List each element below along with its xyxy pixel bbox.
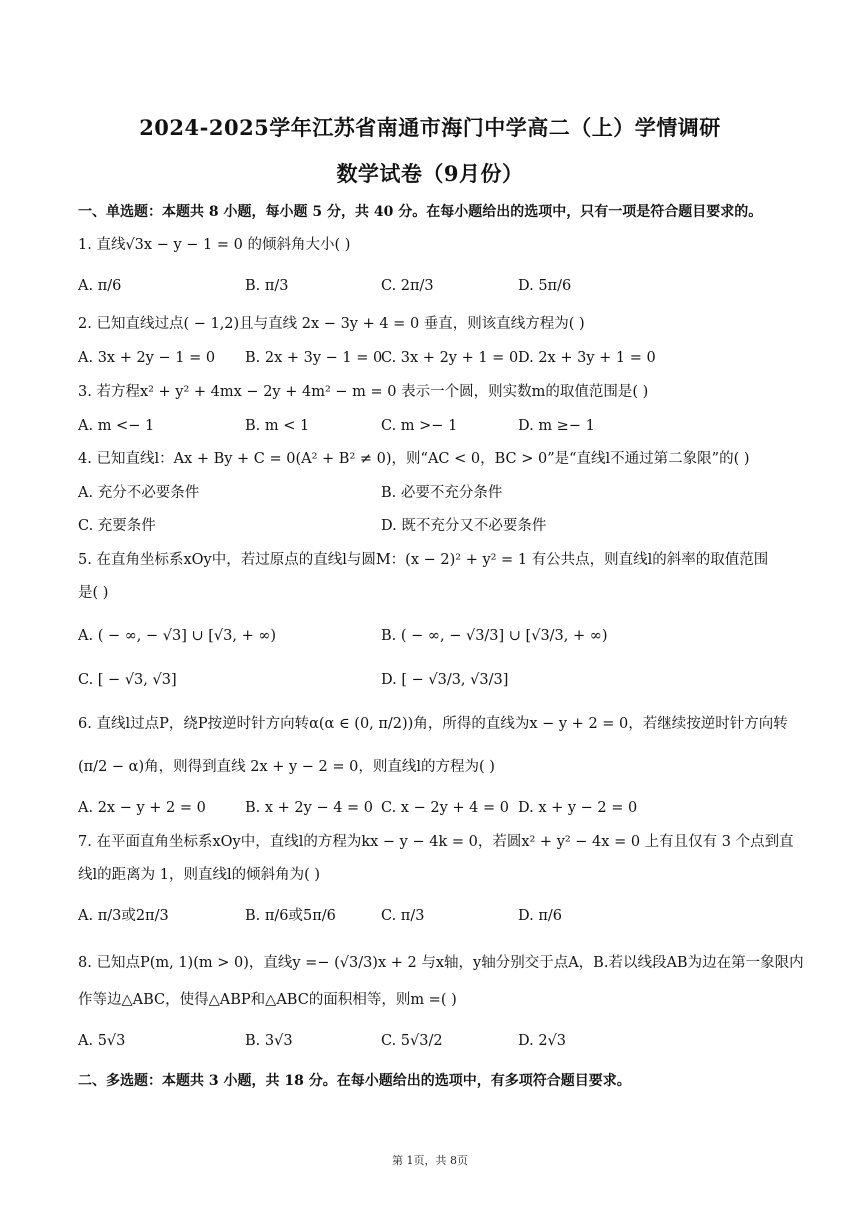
question-8-option-a: A. 5√3 [78,1033,126,1049]
question-5-stem-line1: 5. 在直角坐标系xOy中，若过原点的直线l与圆M：(x − 2)² + y² = 1 有公共点，则直线l的斜率的取值范围 [78,552,769,568]
question-5-option-c: C. [ − √3, √3] [78,672,177,688]
question-4-option-b: B. 必要不充分条件 [381,485,503,501]
question-4-stem: 4. 已知直线l：Ax + By + C = 0(A² + B² ≠ 0)，则“AC < 0，BC > 0”是“直线l不通过第二象限”的( ) [78,451,750,467]
question-4-option-c: C. 充要条件 [78,518,156,534]
question-7-option-b: B. π/6或5π/6 [245,908,336,924]
question-7-stem-line2: 线l的距离为 1，则直线l的倾斜角为( ) [78,867,321,883]
question-6-option-c: C. x − 2y + 4 = 0 [381,800,509,816]
page-subtitle: 数学试卷（9月份） [336,161,524,186]
question-3-option-d: D. m ≥− 1 [518,418,595,434]
page-footer: 第 1页，共 8页 [392,1154,468,1167]
question-2-option-a: A. 3x + 2y − 1 = 0 [78,350,216,366]
question-4-option-a: A. 充分不必要条件 [78,485,200,501]
question-6-option-a: A. 2x − y + 2 = 0 [78,800,206,816]
question-8-option-b: B. 3√3 [245,1033,293,1049]
question-8-stem-line1: 8. 已知点P(m, 1)(m > 0)，直线y =− (√3/3)x + 2 与x轴，y轴分别交于点A，B.若以线段AB为边在第一象限内 [78,955,804,971]
question-1-option-d: D. 5π/6 [518,278,572,294]
question-1-option-c: C. 2π/3 [381,278,434,294]
question-5-stem-line2: 是( ) [78,585,109,601]
question-7-stem-line1: 7. 在平面直角坐标系xOy中，直线l的方程为kx − y − 4k = 0，若圆x² + y² − 4x = 0 上有且仅有 3 个点到直 [78,834,794,850]
question-3-stem: 3. 若方程x² + y² + 4mx − 2y + 4m² − m = 0 表示一个圆，则实数m的取值范围是( ) [78,384,649,400]
question-6-option-b: B. x + 2y − 4 = 0 [245,800,374,816]
question-1-option-a: A. π/6 [78,278,122,294]
question-2-option-b: B. 2x + 3y − 1 = 0 [245,350,383,366]
question-7-option-d: D. π/6 [518,908,562,924]
question-7-option-a: A. π/3或2π/3 [78,908,169,924]
question-6-stem-line1: 6. 直线l过点P，绕P按逆时针方向转α(α ∈ (0, π/2))角，所得的直线为x − y + 2 = 0，若继续按逆时针方向转 [78,716,788,732]
question-5-option-a: A. ( − ∞, − √3] ∪ [√3, + ∞) [78,628,277,644]
section-single-choice-heading: 一、单选题：本题共 8 小题，每小题 5 分，共 40 分。在每小题给出的选项中，只有一项是符合题目要求的。 [78,204,763,220]
question-2-option-c: C. 3x + 2y + 1 = 0 [381,350,519,366]
question-2-stem: 2. 已知直线过点( − 1,2)且与直线 2x − 3y + 4 = 0 垂直，则该直线方程为( ) [78,316,585,332]
question-5-option-b: B. ( − ∞, − √3/3] ∪ [√3/3, + ∞) [381,628,608,644]
question-5-option-d: D. [ − √3/3, √3/3] [381,672,509,688]
question-2-option-d: D. 2x + 3y + 1 = 0 [518,350,656,366]
question-3-option-c: C. m >− 1 [381,418,458,434]
question-6-option-d: D. x + y − 2 = 0 [518,800,638,816]
question-1-stem: 1. 直线√3x − y − 1 = 0 的倾斜角大小( ) [78,237,351,253]
question-3-option-b: B. m < 1 [245,418,310,434]
question-8-option-c: C. 5√3/2 [381,1033,443,1049]
question-4-option-d: D. 既不充分又不必要条件 [381,518,547,534]
page-title: 2024-2025学年江苏省南通市海门中学高二（上）学情调研 [139,115,721,140]
question-8-option-d: D. 2√3 [518,1033,567,1049]
question-6-stem-line2: (π/2 − α)角，则得到直线 2x + y − 2 = 0，则直线l的方程为( ) [78,759,495,775]
question-1-option-b: B. π/3 [245,278,289,294]
section-multi-choice-heading: 二、多选题：本题共 3 小题，共 18 分。在每小题给出的选项中，有多项符合题目要求。 [78,1073,631,1089]
question-8-stem-line2: 作等边△ABC，使得△ABP和△ABC的面积相等，则m =( ) [78,992,457,1008]
question-3-option-a: A. m <− 1 [78,418,155,434]
question-7-option-c: C. π/3 [381,908,425,924]
